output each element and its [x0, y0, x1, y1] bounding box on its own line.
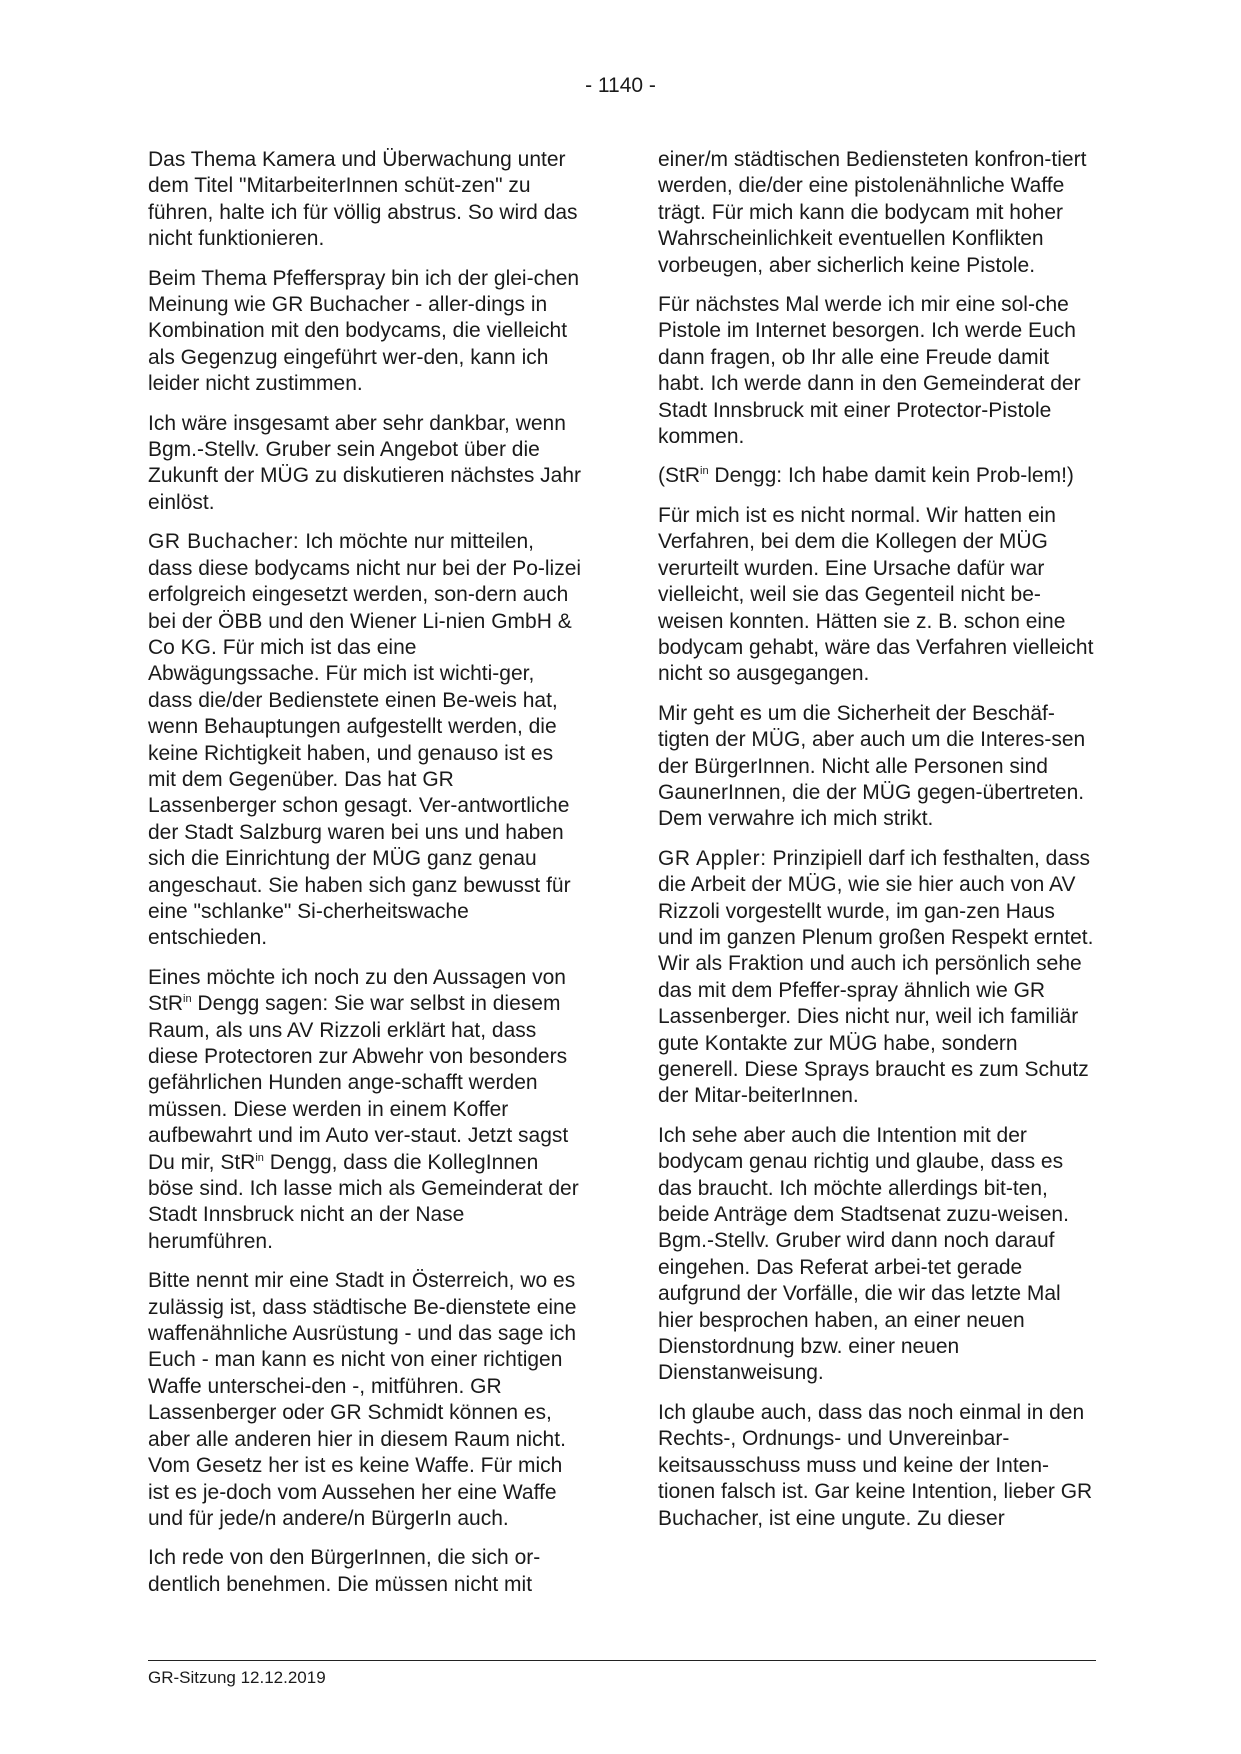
paragraph-text: Ich möchte nur mitteilen, dass diese bodycams nicht nur bei der Po-lizei erfolgreich eingesetzt werden, son-dern auch bei der ÖBB und den Wiener Li-nien GmbH & Co KG. Für mich ist das eine Abwägungssache. Für mich ist wichti-ger, dass die/der Bedienstete einen Be-weis hat, wenn Behauptungen aufgestellt werden, die keine Richtigkeit haben, und genauso ist es mit dem Gegenüber. Das hat GR Lassenberger schon gesagt. Ver-antwortliche der Stadt Salzburg waren bei uns und haben sich die Einrichtung der MÜG ganz genau angeschaut. Sie haben sich ganz bewusst für eine "schlanke" Si-cherheitswache entschieden.	[148, 530, 582, 950]
right-column	[658, 147, 1094, 1545]
paragraph	[148, 965, 584, 1255]
left-column	[148, 147, 584, 1611]
paragraph: Bitte nennt mir eine Stadt in Österreich, wo es zulässig ist, dass städtische Be-dienstete eine waffenähnliche Ausrüstung - und das sage ich Euch - man kann es nicht von einer richtigen Waffe unterschei-den -, mitführen. GR Lassenberger oder GR Schmidt können es, aber alle anderen hier in diesem Raum nicht. Vom Gesetz her ist es keine Waffe. Für mich ist es je-doch vom Aussehen her eine Waffe und für jede/n andere/n BürgerIn auch.	[148, 1269, 577, 1530]
speaker-name: GR Buchacher:	[148, 530, 300, 554]
paragraph: Ich wäre insgesamt aber sehr dankbar, wenn Bgm.-Stellv. Gruber sein Angebot über die Zukunft der MÜG zu diskutieren nächstes Jahr einlöst.	[148, 411, 582, 514]
paragraph-text: Dengg, dass die KollegInnen böse sind. Ich lasse mich als Gemeinderat der Stadt Innsbruck nicht an der Nase herumführen.	[148, 1150, 579, 1253]
paragraph: Ich glaube auch, dass das noch einmal in den Rechts-, Ordnungs- und Unvereinbar-keitsausschuss muss und keine der Inten-tionen falsch ist. Gar keine Intention, lieber GR Buchacher, ist eine ungute. Zu dieser	[658, 1400, 1093, 1530]
speaker-name: GR Appler:	[658, 846, 767, 870]
paragraph: Ich sehe aber auch die Intention mit der bodycam genau richtig und glaube, dass es das braucht. Ich möchte allerdings bit-ten, beide Anträge dem Stadtsenat zuzu-weisen. Bgm.-Stellv. Gruber wird dann noch darauf eingehen. Das Referat arbei-tet gerade aufgrund der Vorfälle, die wir das letzte Mal hier besprochen haben, an einer neuen Dienstordnung bzw. einer neuen Dienstanweisung.	[658, 1123, 1069, 1385]
page-number: - 1140 -	[585, 74, 656, 97]
footer-divider	[148, 1660, 1096, 1661]
paragraph: Ich rede von den BürgerInnen, die sich or-dentlich benehmen. Die müssen nicht mit	[148, 1546, 541, 1596]
paragraph: Mir geht es um die Sicherheit der Beschäf-tigten der MÜG, aber auch um die Interes-sen der BürgerInnen. Nicht alle Personen sind GaunerInnen, die der MÜG gegen-übertreten. Dem verwahre ich mich strikt.	[658, 701, 1086, 831]
paragraph-text: Prinzipiell darf ich festhalten, dass die Arbeit der MÜG, wie sie hier auch von AV Rizzoli vorgestellt wurde, im gan-zen Haus und im ganzen Plenum großen Respekt erntet. Wir als Fraktion und auch ich persönlich sehe das mit dem Pfeffer-spray ähnlich wie GR Lassenberger. Dies nicht nur, weil ich familiär gute Kontakte zur MÜG habe, sondern generell. Diese Sprays braucht es zum Schutz der Mitar-beiterInnen.	[658, 846, 1094, 1108]
paragraph: Das Thema Kamera und Überwachung unter dem Titel "MitarbeiterInnen schüt-zen" zu führen, halte ich für völlig abstrus. So wird das nicht funktionieren.	[148, 148, 578, 251]
paragraph: Beim Thema Pfefferspray bin ich der glei-chen Meinung wie GR Buchacher - aller-dings in Kombination mit den bodycams, die vielleicht als Gegenzug eingeführt wer-den, kann ich leider nicht zustimmen.	[148, 266, 580, 396]
footer-session-date: GR-Sitzung 12.12.2019	[148, 1668, 326, 1687]
paragraph	[658, 846, 1094, 1110]
paragraph	[148, 529, 584, 952]
paragraph-text: Dengg: Ich habe damit kein Prob-lem!)	[708, 464, 1074, 488]
paragraph-text: Dengg sagen: Sie war selbst in diesem Raum, als uns AV Rizzoli erklärt hat, dass diese Protectoren zur Abwehr von besonders gefährlichen Hunden ange-schafft werden müssen. Diese werden in einem Koffer aufbewahrt und im Auto ver-staut. Jetzt sagst Du mir, StR	[148, 992, 569, 1174]
paragraph: Für nächstes Mal werde ich mir eine sol-che Pistole im Internet besorgen. Ich werde Euch dann fragen, ob Ihr alle eine Freude damit habt. Ich werde dann in den Gemeinderat der Stadt Innsbruck mit einer Protector-Pistole kommen.	[658, 293, 1081, 449]
paragraph	[658, 463, 1094, 489]
paragraph: einer/m städtischen Bediensteten konfron-tiert werden, die/der eine pistolenähnliche Waffe trägt. Für mich kann die bodycam mit hoher Wahrscheinlichkeit eventuellen Konflikten vorbeugen, aber sicherlich keine Pistole.	[658, 148, 1087, 277]
superscript: in	[700, 465, 709, 478]
paragraph: Für mich ist es nicht normal. Wir hatten ein Verfahren, bei dem die Kollegen der MÜG verurteilt wurden. Eine Ursache dafür war vielleicht, weil sie das Gegenteil nicht be-weisen konnten. Hätten sie z. B. schon eine bodycam gehabt, wäre das Verfahren vielleicht nicht so ausgegangen.	[658, 503, 1094, 686]
superscript: in	[183, 993, 192, 1006]
paragraph-text: Eines möchte ich noch zu den Aussagen von StR	[148, 965, 566, 1016]
paragraph-text: (StR	[658, 464, 700, 488]
superscript: in	[255, 1151, 264, 1164]
